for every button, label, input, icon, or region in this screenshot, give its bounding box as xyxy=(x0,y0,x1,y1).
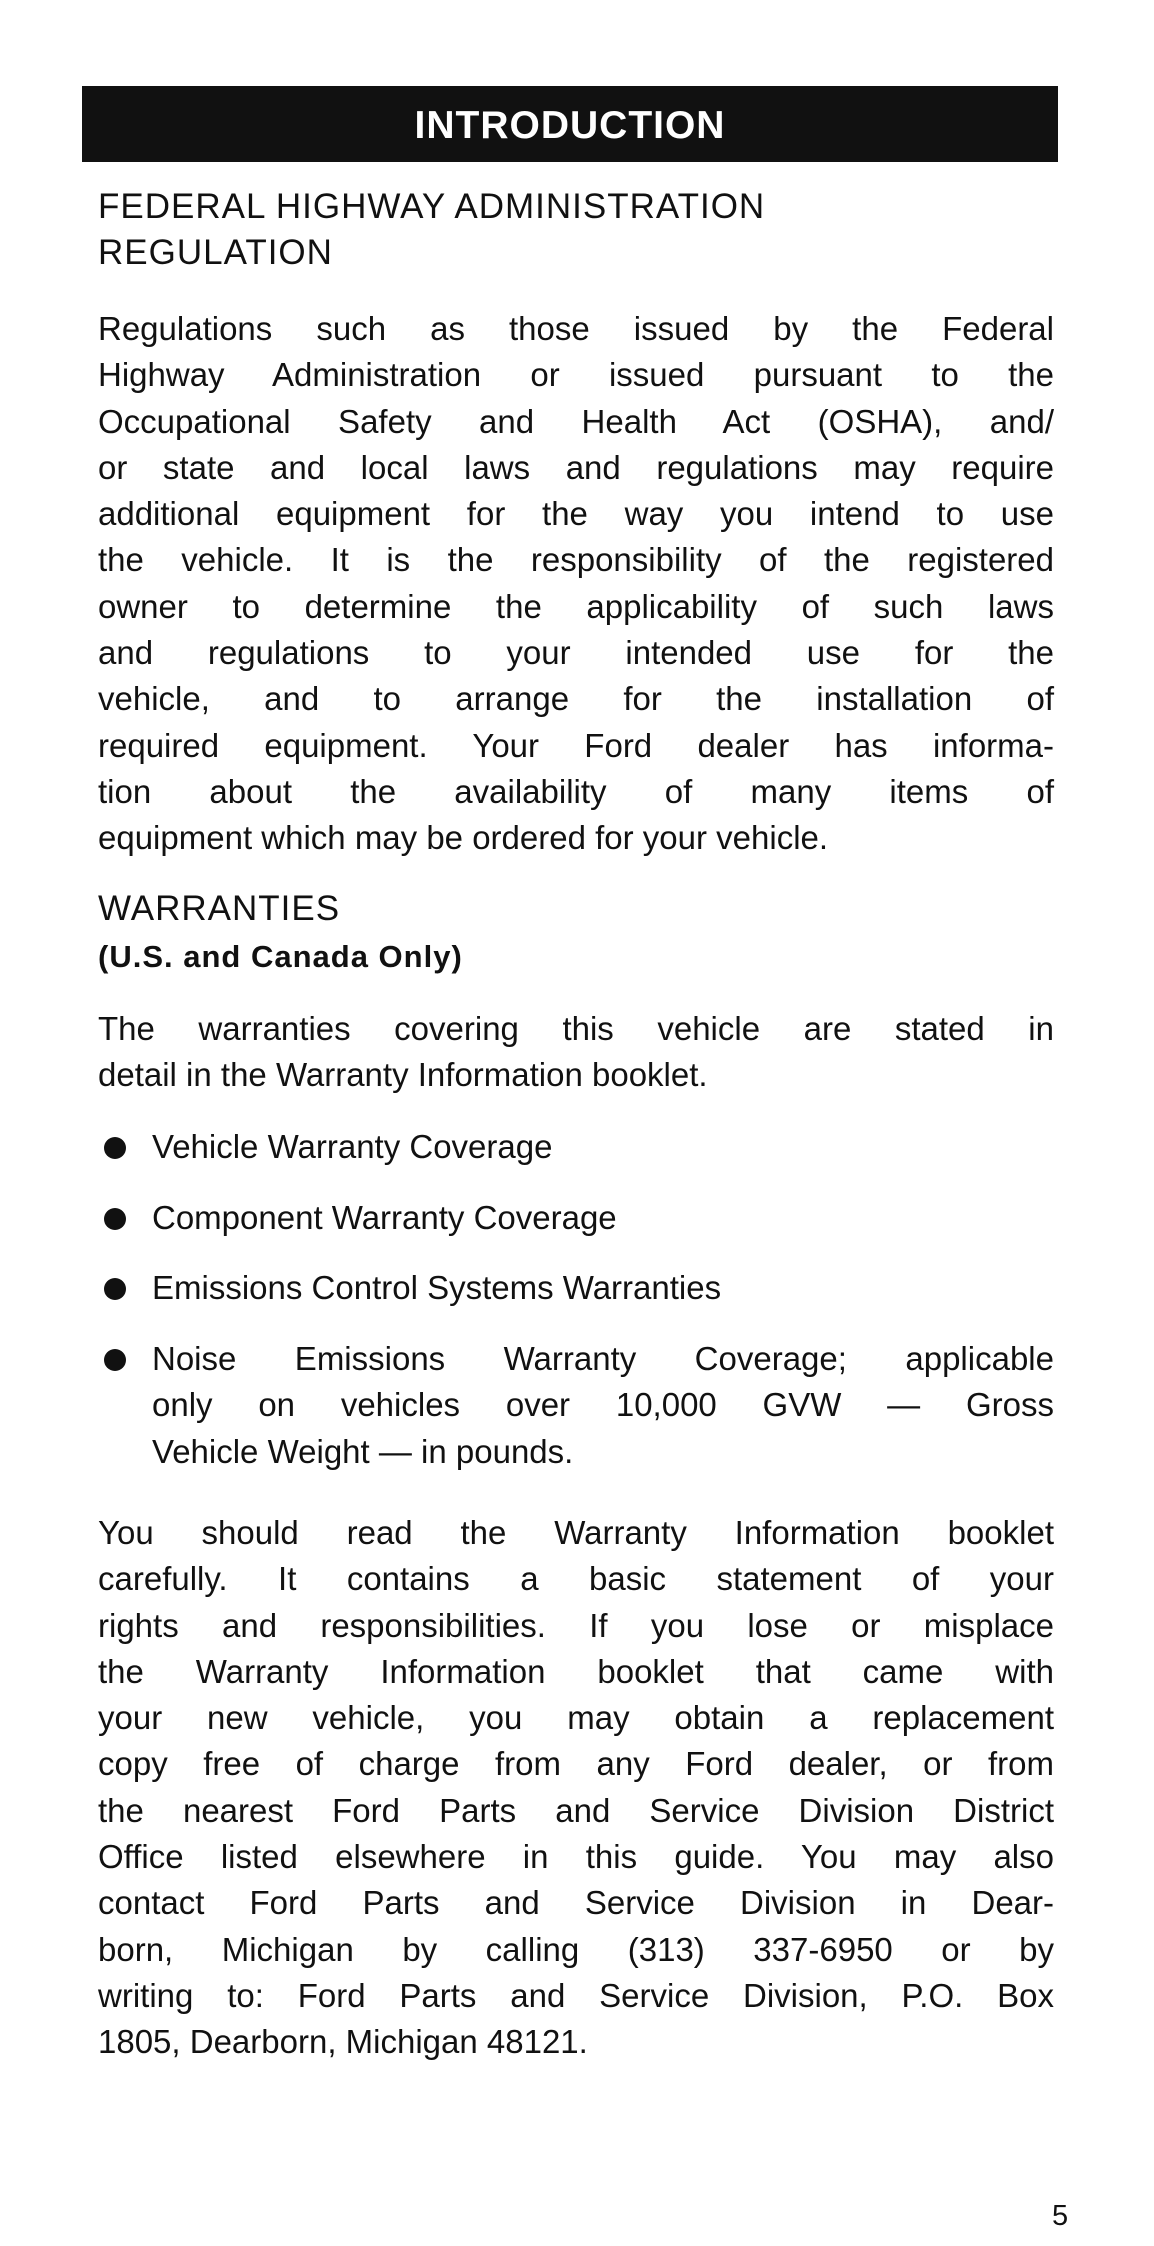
bullet-dot-icon xyxy=(104,1349,126,1371)
bullet-text: Emissions Control Systems Warranties xyxy=(152,1269,722,1306)
heading-line: FEDERAL HIGHWAY ADMINISTRATION xyxy=(98,187,766,226)
text-line: 1805, Dearborn, Michigan 48121. xyxy=(98,2023,588,2061)
text-line: carefully. It contains a basic statement of your xyxy=(98,1560,1054,1598)
warranties-heading: WARRANTIES xyxy=(98,889,341,928)
text-line: tion about the availability of many items of xyxy=(98,772,1054,810)
text-line: owner to determine the applicability of such laws xyxy=(98,587,1054,625)
section-header-bar xyxy=(82,86,1058,162)
text-line: your new vehicle, you may obtain a replacement xyxy=(98,1699,1054,1737)
bullet-dot-icon xyxy=(104,1208,126,1230)
text-line: rights and responsibilities. If you lose or misplace xyxy=(98,1606,1054,1644)
text-line: writing to: Ford Parts and Service Division, P.O. Box xyxy=(98,1976,1054,2014)
heading-line: REGULATION xyxy=(98,233,333,272)
text-line: You should read the Warranty Information booklet xyxy=(98,1514,1054,1551)
bullet-dot-icon xyxy=(104,1137,126,1159)
text-line: born, Michigan by calling (313) 337-6950 or by xyxy=(98,1930,1054,1968)
text-line: vehicle, and to arrange for the installation of xyxy=(98,680,1054,718)
text-line: Highway Administration or issued pursuant to the xyxy=(98,356,1054,394)
text-line: contact Ford Parts and Service Division in Dear- xyxy=(98,1884,1054,1922)
text-line: the nearest Ford Parts and Service Division District xyxy=(98,1791,1054,1829)
text-line: additional equipment for the way you intend to use xyxy=(98,495,1054,533)
bullet-text: Vehicle Weight — in pounds. xyxy=(152,1432,574,1470)
text-line: The warranties covering this vehicle are stated in xyxy=(98,1010,1054,1047)
text-line: copy free of charge from any Ford dealer, or from xyxy=(98,1745,1054,1783)
text-line: Occupational Safety and Health Act (OSHA), and/ xyxy=(98,402,1054,440)
text-line: the vehicle. It is the responsibility of the registered xyxy=(98,541,1054,579)
text-line: and regulations to your intended use for the xyxy=(98,634,1054,672)
warranties-closing-paragraph xyxy=(98,1510,1054,2066)
warranties-subheading: (U.S. and Canada Only) xyxy=(98,939,463,974)
text-line: or state and local laws and regulations may require xyxy=(98,448,1054,486)
bullet-text: only on vehicles over 10,000 GVW — Gross xyxy=(152,1386,1054,1424)
text-line: equipment which may be ordered for your vehicle. xyxy=(98,819,829,857)
text-line: Regulations such as those issued by the Federal xyxy=(98,310,1054,347)
bullet-dot-icon xyxy=(104,1278,126,1300)
header-title: INTRODUCTION xyxy=(414,104,726,147)
bullet-text: Vehicle Warranty Coverage xyxy=(152,1128,553,1165)
text-line: Office listed elsewhere in this guide. You may also xyxy=(98,1838,1054,1876)
text-line: required equipment. Your Ford dealer has informa- xyxy=(98,726,1054,764)
federal-highway-heading xyxy=(98,184,765,276)
text-line: detail in the Warranty Information booklet. xyxy=(98,1056,708,1094)
warranties-intro-paragraph xyxy=(98,1006,1054,1099)
page-number: 5 xyxy=(1052,2200,1069,2232)
bullet-text: Noise Emissions Warranty Coverage; applicable xyxy=(152,1340,1054,1377)
bullet-text: Component Warranty Coverage xyxy=(152,1199,617,1236)
text-line: the Warranty Information booklet that came with xyxy=(98,1652,1054,1690)
regulation-paragraph xyxy=(98,306,1054,862)
